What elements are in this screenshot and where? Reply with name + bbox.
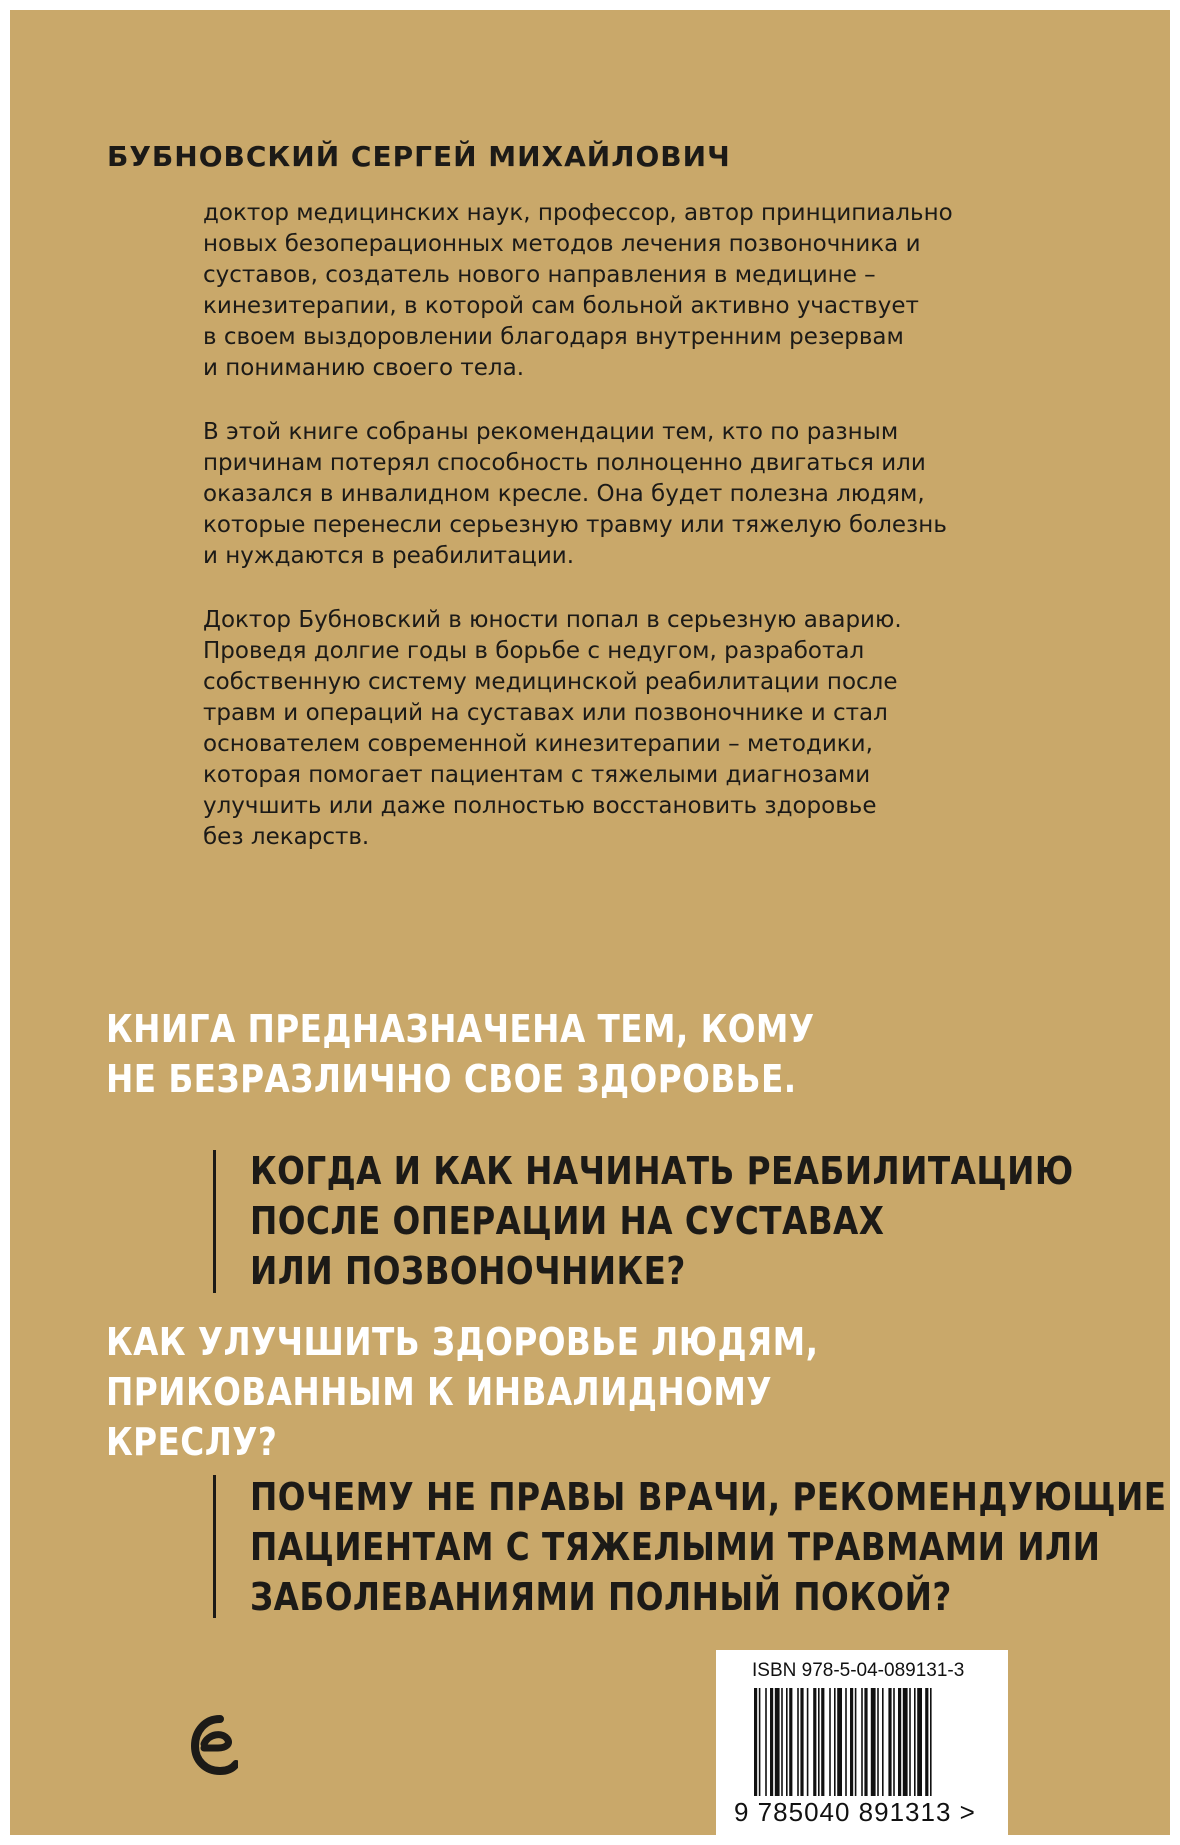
author-name: БУБНОВСКИЙ СЕРГЕЙ МИХАЙЛОВИЧ [107,140,731,173]
text-line: причинам потерял способность полноценно двигаться или [203,450,926,476]
question-line: ПОСЛЕ ОПЕРАЦИИ НА СУСТАВАХ [250,1199,885,1243]
text-line: основателем современной кинезитерапии – методики, [203,731,873,757]
barcode-bar [807,1688,809,1796]
barcode-bar [893,1688,895,1796]
barcode-bar [917,1688,922,1796]
question-rehabilitation-timing [250,1146,1074,1296]
barcode-bar [781,1688,783,1796]
barcode-bar [754,1688,757,1796]
barcode-digits: 9 785040 891313 > [734,1797,976,1827]
barcode-bar [786,1688,788,1796]
barcode-bar [898,1688,901,1796]
text-line: новых безоперационных методов лечения позвоночника и [203,231,921,257]
text-line: оказался в инвалидном кресле. Она будет полезна людям, [203,481,925,507]
barcode-bar [829,1688,831,1796]
question-doctors-rest-advice [250,1472,1167,1622]
barcode-bar [797,1688,799,1796]
text-line: и пониманию своего тела. [203,355,525,381]
question-line: КОГДА И КАК НАЧИНАТЬ РЕАБИЛИТАЦИЮ [250,1149,1074,1193]
text-line: собственную систему медицинской реабилитации после [203,669,898,695]
barcode-bar [850,1688,853,1796]
barcode-bar [930,1688,932,1796]
barcode-bar [770,1688,773,1796]
text-line: В этой книге собраны рекомендации тем, кто по разным [203,419,899,445]
text-line: Доктор Бубновский в юности попал в серьезную аварию. [203,607,902,633]
question-line: КРЕСЛУ? [106,1420,278,1464]
barcode-bar [818,1688,820,1796]
question-accent-bar [213,1150,216,1293]
text-line: без лекарств. [203,824,370,850]
author-bio-paragraph [203,198,1053,384]
target-audience-headline [106,1004,815,1104]
barcode-bar [775,1688,780,1796]
question-accent-bar [213,1475,216,1618]
barcode-bar [789,1688,792,1796]
barcode-bar [914,1688,916,1796]
barcode-bar [765,1688,767,1796]
barcode-bar [903,1688,908,1796]
barcode-bar [877,1688,879,1796]
headline-line: НЕ БЕЗРАЗЛИЧНО СВОЕ ЗДОРОВЬЕ. [106,1057,797,1101]
question-line: ПАЦИЕНТАМ С ТЯЖЕЛЫМИ ТРАВМАМИ ИЛИ [250,1525,1101,1569]
barcode-bar [882,1688,884,1796]
barcode-bar [861,1688,863,1796]
isbn-barcode-block [716,1650,1008,1835]
barcode-bar [871,1688,876,1796]
text-line: в своем выздоровлении благодаря внутренним резервам [203,324,904,350]
book-back-cover [10,10,1170,1835]
barcode-bar [834,1688,836,1796]
text-line: которая помогает пациентам с тяжелыми диагнозами [203,762,871,788]
barcode-bar [759,1688,761,1796]
barcode-bar [855,1688,857,1796]
barcode-icon [752,1688,978,1806]
text-line: улучшить или даже полностью восстановить здоровье [203,793,877,819]
barcode-bar [800,1688,803,1796]
question-line: ПОЧЕМУ НЕ ПРАВЫ ВРАЧИ, РЕКОМЕНДУЮЩИЕ [250,1475,1167,1519]
text-line: доктор медицинских наук, профессор, автор принципиально [203,200,953,226]
barcode-bar [837,1688,842,1796]
text-line: суставов, создатель нового направления в медицине – [203,262,876,288]
text-line: которые перенесли серьезную травму или тяжелую болезнь [203,512,947,538]
text-line: кинезитерапии, в которой сам больной активно участвует [203,293,919,319]
publisher-logo-icon [190,1713,238,1775]
barcode-bar [888,1688,891,1796]
text-line: травм и операций на суставах или позвоночнике и стал [203,700,888,726]
text-line: Проведя долгие годы в борьбе с недугом, разработал [203,638,865,664]
isbn-label: ISBN 978-5-04-089131-3 [752,1660,965,1681]
barcode-bar [813,1688,816,1796]
question-wheelchair-health [106,1317,818,1467]
question-line: ИЛИ ПОЗВОНОЧНИКЕ? [250,1249,686,1293]
barcode-bar [909,1688,911,1796]
question-line: ЗАБОЛЕВАНИЯМИ ПОЛНЫЙ ПОКОЙ? [250,1575,952,1619]
book-about-paragraph [203,417,1053,572]
barcode-bar [821,1688,824,1796]
barcode-bar [845,1688,847,1796]
headline-line: КНИГА ПРЕДНАЗНАЧЕНА ТЕМ, КОМУ [106,1007,815,1051]
question-line: ПРИКОВАННЫМ К ИНВАЛИДНОМУ [106,1370,773,1414]
text-line: и нуждаются в реабилитации. [203,543,575,569]
barcode-bar [925,1688,928,1796]
author-story-paragraph [203,605,1053,853]
barcode-bar [864,1688,867,1796]
question-line: КАК УЛУЧШИТЬ ЗДОРОВЬЕ ЛЮДЯМ, [106,1320,819,1364]
